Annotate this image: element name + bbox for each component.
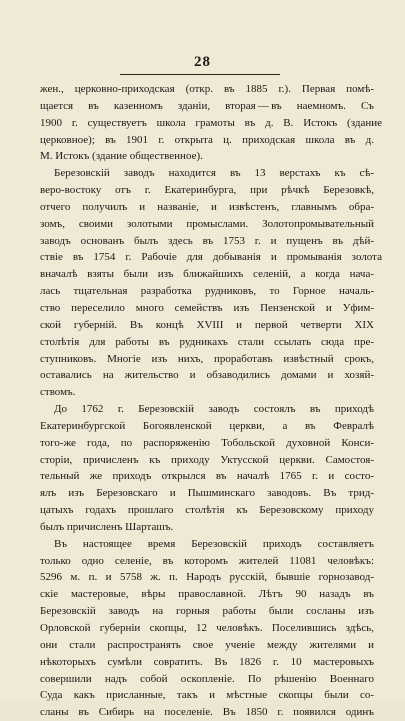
text-line: столѣтія для работы въ рудникахъ стали ссылать сюда пре- bbox=[40, 335, 374, 348]
text-line: скіе мастеровые, вѣры православной. Лѣтъ 90 назадъ въ bbox=[40, 588, 374, 601]
text-line: отчего получилъ и названіе, и извѣстенъ, главнымъ обра- bbox=[40, 200, 374, 213]
text-line: Суда какъ присланные, такъ и мѣстные скопцы были со- bbox=[40, 689, 374, 702]
text-line: жен., церковно-приходская (откр. въ 1885 г.). Первая помѣ- bbox=[40, 83, 374, 95]
text-line: 1900 г. существуетъ школа грамоты въ д. В. Истокъ (здание bbox=[40, 116, 382, 129]
text-line: До 1762 г. Березовскій заводъ состоялъ въ приходѣ bbox=[54, 403, 374, 416]
text-line: тельный же приходъ открылся въ началѣ 1765 г. и состо- bbox=[40, 470, 374, 483]
text-line: сторіи, причисленъ къ приходу Уктусской церкви. Самостоя- bbox=[40, 453, 374, 466]
text-line: оставались на жительство и обзаводились домами и хозяй- bbox=[40, 369, 374, 382]
text-line: Березовскій заводъ находится въ 13 верстахъ къ сѣ- bbox=[54, 167, 374, 180]
body-text bbox=[40, 81, 382, 721]
text-line: Орловской губерніи скопцы, 12 человѣкъ. Поселившись здѣсь, bbox=[40, 622, 374, 634]
text-line: былъ причисленъ Шарташъ. bbox=[40, 520, 174, 533]
text-line: зомъ, своими золотыми промыслами. Золотопромывательный bbox=[40, 217, 374, 230]
text-line: лась тщательная разработка рудниковъ, то Горное началь- bbox=[40, 285, 374, 298]
text-line: ствіе въ 1754 г. Рабочіе для добыванія и промыванія золота bbox=[40, 251, 382, 264]
text-line: церковное); въ 1901 г. открыта ц. приходская школа въ д. bbox=[40, 133, 374, 146]
text-line: только одно селеніе, въ которомъ жителей 11081 человѣкъ: bbox=[40, 554, 374, 567]
text-line: 5296 м. п. и 5758 ж. п. Народъ русскій, бывшіе горнозавод- bbox=[40, 571, 374, 584]
text-line: ской губерній. Въ концѣ XVIII и первой четверти XIX bbox=[40, 318, 374, 331]
text-line: М. Истокъ (здание общественное). bbox=[40, 150, 203, 163]
text-line: совершили надъ собой оскопленіе. По рѣшенію Военнаго bbox=[40, 672, 374, 685]
text-line: они стали распространять свое ученіе между жителями и bbox=[40, 638, 374, 651]
text-line: цатыхъ годахъ прошлаго столѣтія къ Березовскому приходу bbox=[40, 504, 374, 517]
page-number: 28 bbox=[194, 54, 211, 70]
text-line: того-же года, по распоряженію Тобольской духовной Конси- bbox=[40, 436, 374, 449]
text-line: Въ настоящее время Березовскій приходъ составляетъ bbox=[54, 537, 374, 550]
text-line: ство переселило много семействъ изъ Пензенской и Уфим- bbox=[40, 301, 374, 314]
text-line: ступниковъ. Многіе изъ нихъ, проработавъ извѣстный срокъ, bbox=[40, 352, 374, 365]
text-line: Березовскій заводъ на горныя работы были сосланы изъ bbox=[40, 605, 374, 618]
text-line: заводъ основанъ былъ здесь въ 1753 г. и пущенъ въ дѣй- bbox=[40, 234, 374, 247]
header-rule bbox=[120, 74, 280, 75]
text-line: ствомъ. bbox=[40, 386, 76, 399]
text-line: сланы въ Сибирь на поселеніе. Въ 1850 г. появился одинъ bbox=[40, 706, 374, 719]
text-line: щается въ казенномъ зданіи, вторая — въ наемномъ. Съ bbox=[40, 99, 374, 112]
text-line: нѣкоторыхъ сумѣли совратить. Въ 1826 г. 10 мастеровыхъ bbox=[40, 655, 374, 668]
text-line: Екатеринбургской Богоявленской церкви, а въ Февралѣ bbox=[40, 419, 374, 432]
text-line: ялъ изъ Березовскаго и Пышминскаго заводовъ. Въ трид- bbox=[40, 487, 374, 500]
text-line: вначалѣ взяты были изъ ближайшихъ селеній, а когда нача- bbox=[40, 268, 374, 281]
text-line: веро-востоку отъ г. Екатеринбурга, при рѣчкѣ Березовкѣ, bbox=[40, 184, 374, 197]
